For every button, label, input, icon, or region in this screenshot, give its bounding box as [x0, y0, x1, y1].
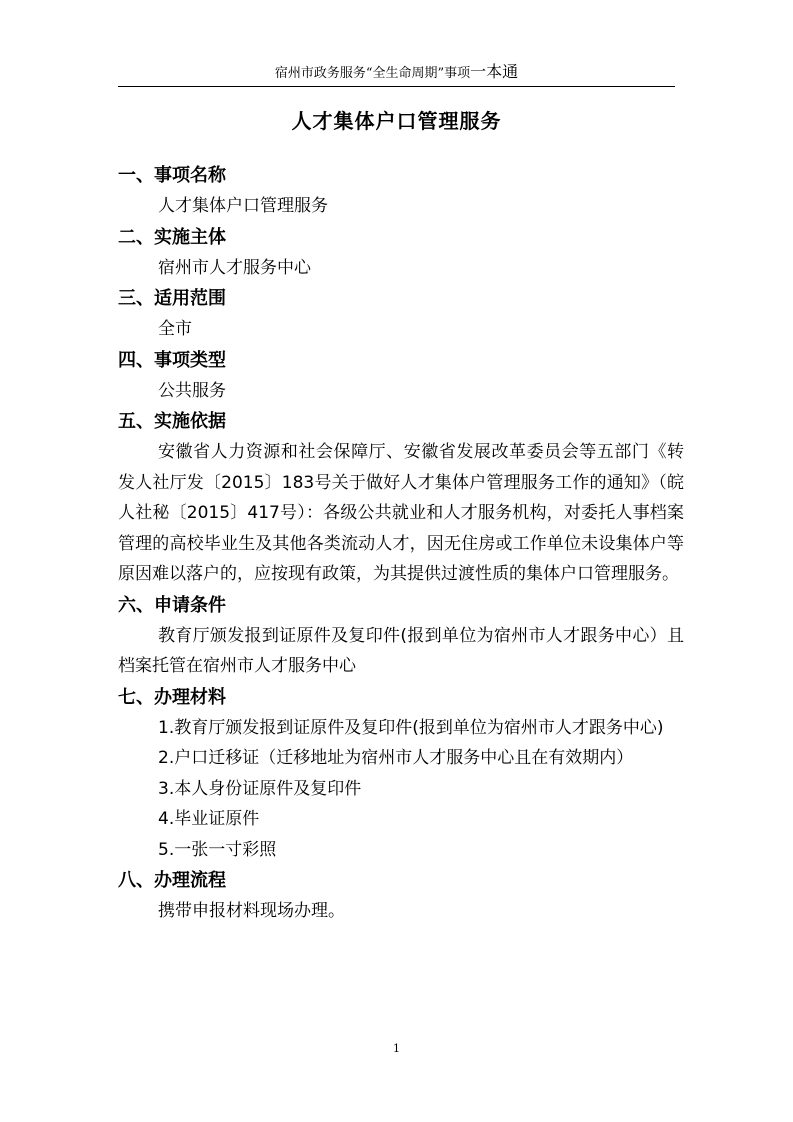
section-paragraph: 全市: [158, 319, 192, 339]
document-body: [118, 160, 684, 927]
list-item: 5.一张一寸彩照: [158, 839, 277, 860]
list-item: 4.毕业证原件: [158, 809, 260, 829]
section-paragraph: 安徽省人力资源和社会保障厅、安徽省发展改革委员会等五部门《转发人社厅发〔2015〕183号关于做好人才集体户管理服务工作的通知》（皖人社秘〔2015〕417号）：各级公共就业和人才服务机构，对委托人事档案管理的高校毕业生及其他各类流动人才，因无住房或工作单位未设集体户等原因难以落户的，应按现有政策，为其提供过渡性质的集体户口管理服务。: [118, 442, 684, 584]
section-heading: 五、实施依据: [118, 411, 226, 432]
header-divider: [118, 86, 675, 87]
running-header: [0, 62, 793, 82]
section-item-name: [118, 160, 684, 222]
section-paragraph: 宿州市人才服务中心: [158, 257, 311, 278]
section-scope: [118, 283, 684, 345]
section-heading: 三、适用范围: [118, 288, 226, 309]
section-conditions: [118, 590, 684, 682]
section-paragraph: 公共服务: [158, 380, 226, 401]
section-heading: 一、事项名称: [118, 165, 226, 186]
section-paragraph: 人才集体户口管理服务: [158, 196, 328, 216]
list-item: 3.本人身份证原件及复印件: [158, 778, 362, 799]
section-heading: 八、办理流程: [118, 870, 226, 891]
section-paragraph: 携带申报材料现场办理。: [158, 901, 345, 921]
section-heading: 二、实施主体: [118, 226, 226, 248]
section-materials: [118, 682, 684, 866]
list-item: 2.户口迁移证（迁移地址为宿州市人才服务中心且在有效期内）: [158, 748, 634, 768]
page-number: 1: [393, 1042, 400, 1055]
section-implementing-body: [118, 222, 684, 284]
section-item-type: [118, 345, 684, 407]
section-paragraph: 教育厅颁发报到证原件及复印件(报到单位为宿州市人才跟务中心）且档案托管在宿州市人才服务中心: [118, 625, 684, 676]
section-legal-basis: [118, 406, 684, 590]
running-header-text: 宿州市政务服务“全生命周期”事项: [274, 66, 471, 81]
section-process: [118, 865, 684, 927]
list-item: 1.教育厅颁发报到证原件及复印件(报到单位为宿州市人才跟务中心): [158, 717, 664, 738]
section-heading: 七、办理材料: [118, 686, 226, 708]
section-heading: 四、事项类型: [118, 349, 226, 371]
running-header-emphasis: 一本通: [470, 62, 519, 81]
document-title: 人才集体户口管理服务: [291, 109, 502, 133]
section-heading: 六、申请条件: [118, 594, 226, 616]
